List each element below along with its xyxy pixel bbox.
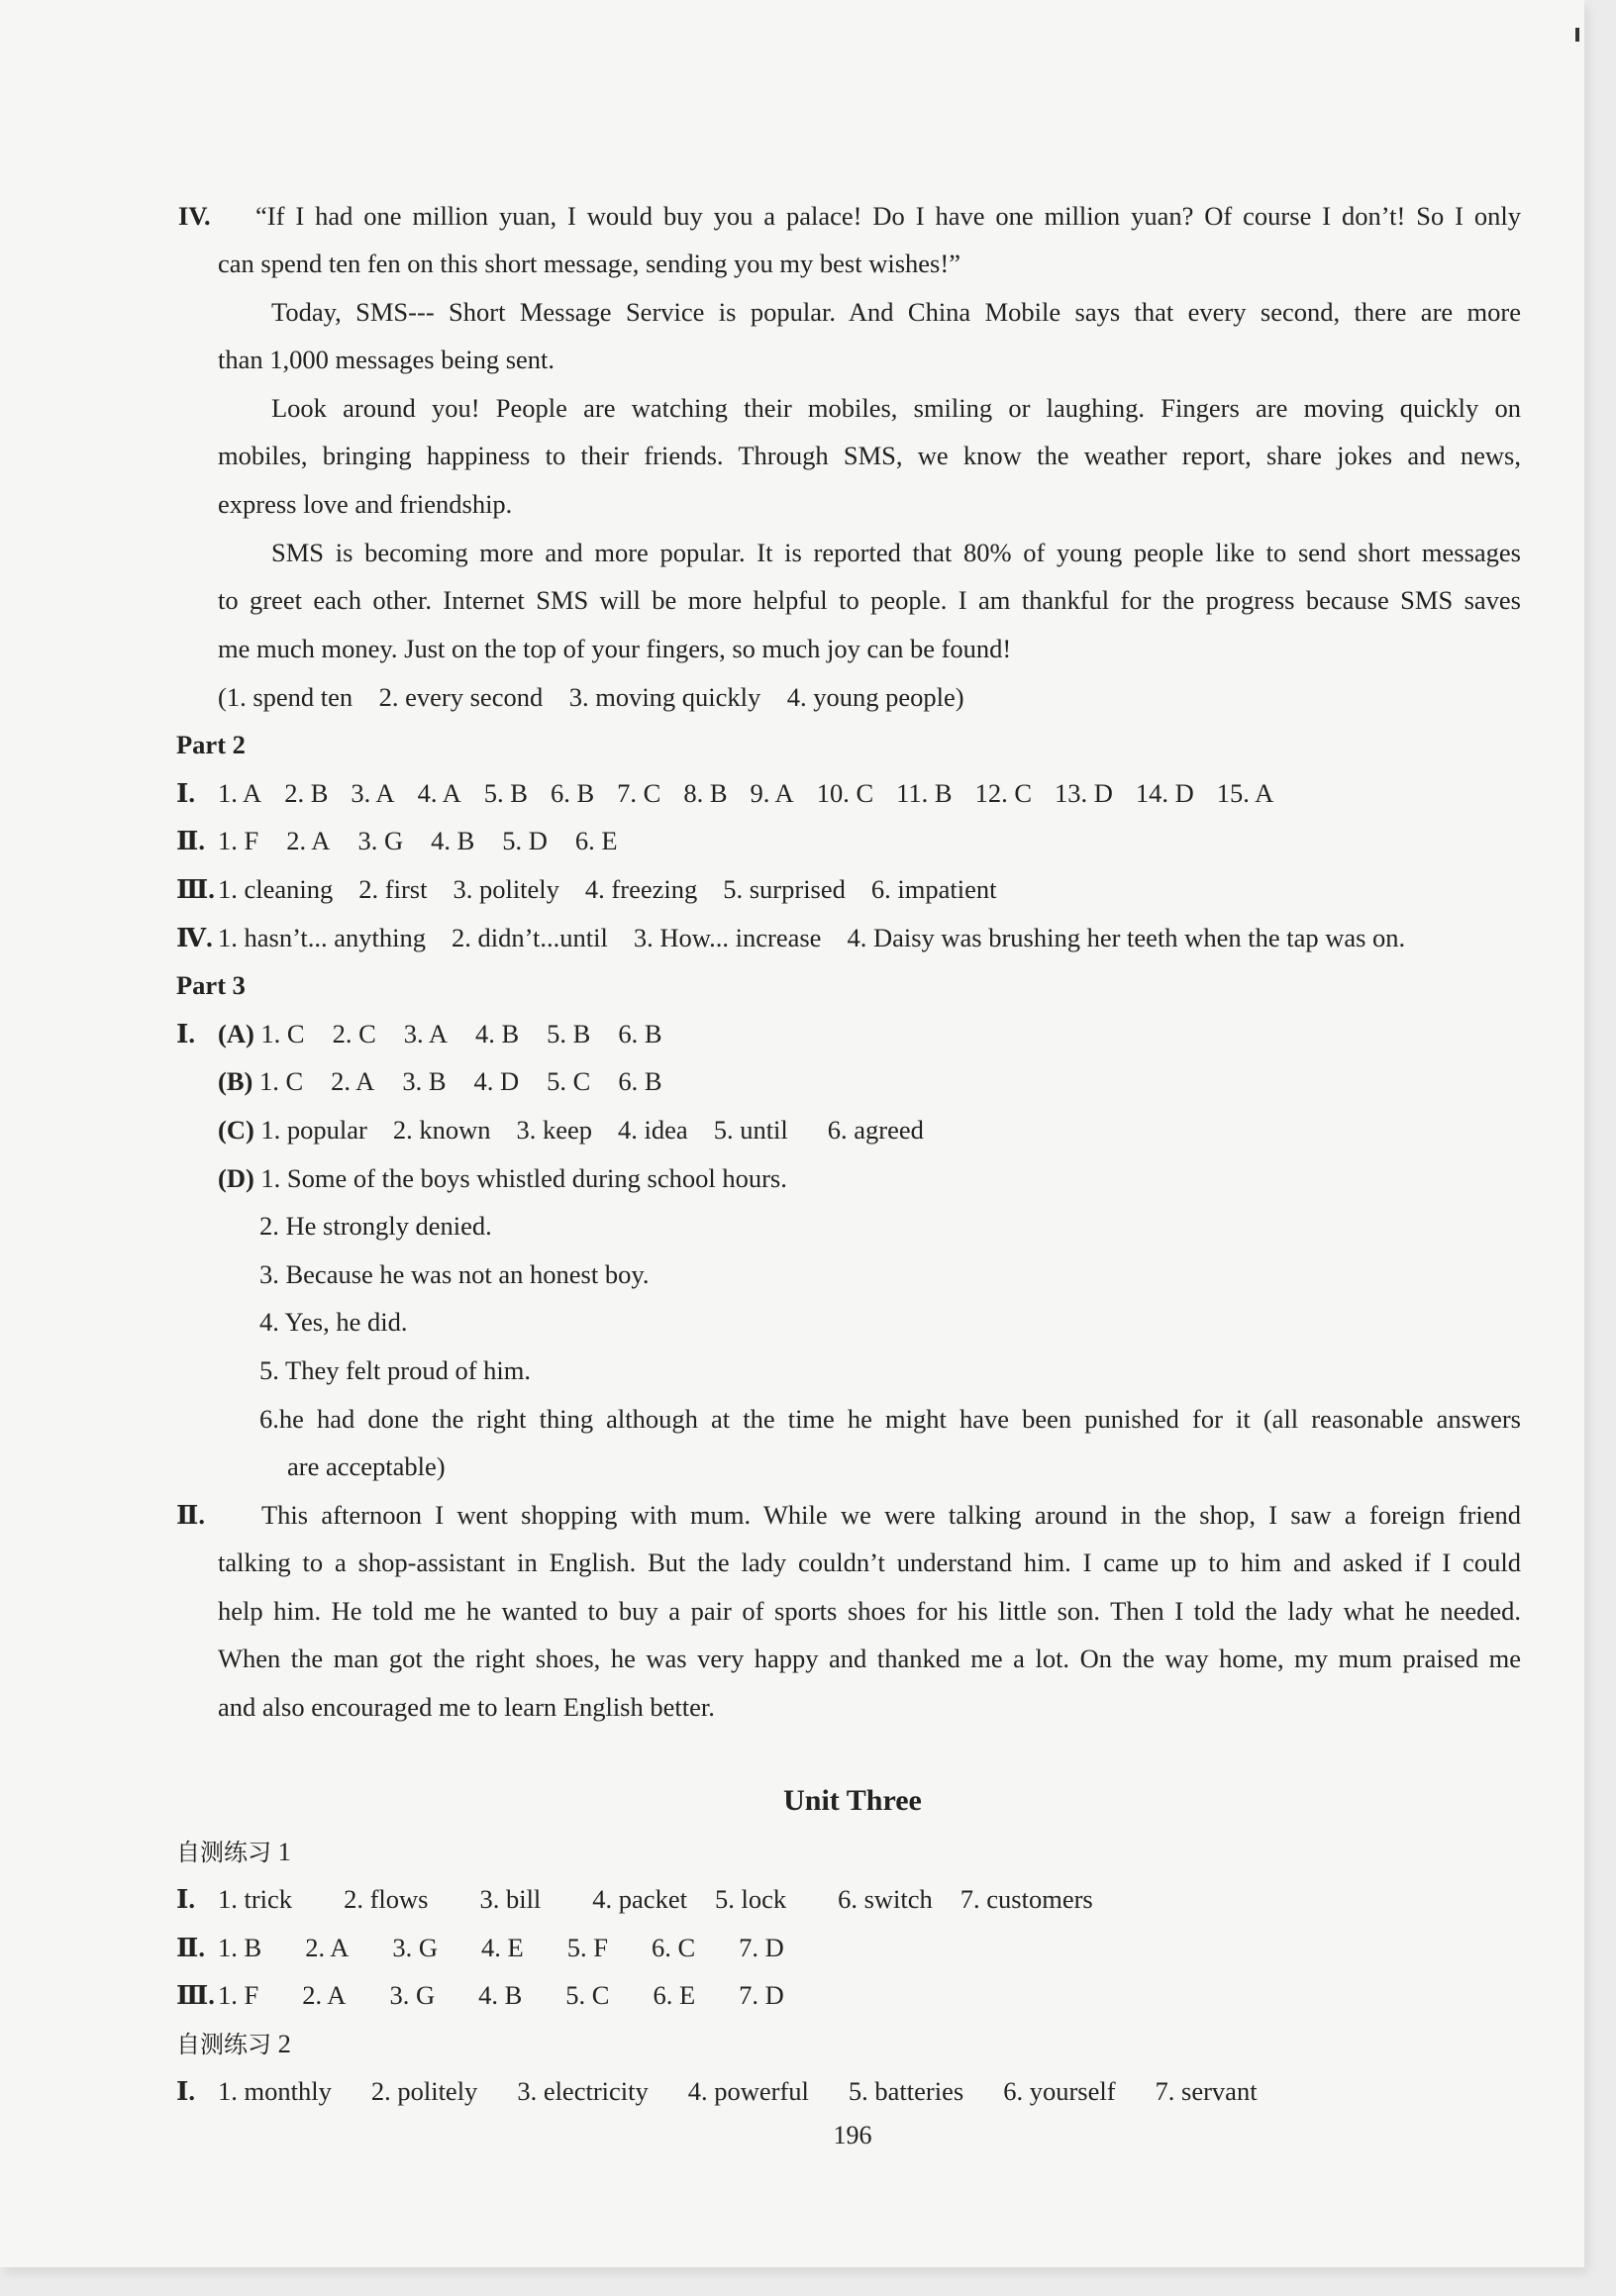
section-iv-p2-line1: Today, SMS--- Short Message Service is popular. And China Mobile says that every second, there are more: [271, 297, 1521, 327]
answer: 3. electricity: [517, 2076, 649, 2106]
part3-d-answer: 2. He strongly denied.: [259, 1211, 492, 1241]
answer: 4. E: [481, 1933, 524, 1962]
part2-row-4: [176, 920, 1405, 955]
answer: 4. B: [431, 826, 475, 855]
sub-label: (A): [218, 1019, 254, 1048]
answer: 11. B: [896, 778, 953, 808]
answer: 4. powerful: [687, 2076, 809, 2106]
answer: 3. How... increase: [633, 923, 822, 952]
answer: 1. hasn’t... anything: [218, 923, 427, 952]
answer: 6. C: [651, 1933, 696, 1962]
answer: 2. flows: [344, 1884, 429, 1914]
part2-row-3: [176, 871, 996, 907]
row-label: Ⅱ.: [176, 1933, 205, 1962]
answer: 3. politely: [453, 874, 559, 904]
ex1-row-2: [176, 1930, 784, 1965]
row-label: Ⅰ.: [176, 1884, 196, 1914]
answer: 6. impatient: [870, 874, 997, 904]
answer: 1. Some of the boys whistled during school hours.: [260, 1163, 787, 1193]
answer: 5. B: [547, 1019, 591, 1048]
answer: 4. idea: [618, 1115, 688, 1145]
answer: 3. G: [392, 1933, 439, 1962]
answer: 3. keep: [516, 1115, 593, 1145]
answer: 5. C: [565, 1980, 610, 2010]
answer: 7. D: [739, 1933, 784, 1962]
answer: 1. cleaning: [218, 874, 334, 904]
answer: 4. freezing: [584, 874, 698, 904]
part3-d-answer: 4. Yes, he did.: [259, 1307, 408, 1337]
answer: 4. Daisy was brushing her teeth when the tap was on.: [847, 923, 1406, 952]
answer: 7. C: [617, 778, 661, 808]
answer: 2. A: [286, 826, 331, 855]
answer: 5. B: [483, 778, 528, 808]
section-iv-p4-line2: to greet each other. Internet SMS will be more helpful to people. I am thankful for the progress because SMS saves: [218, 585, 1521, 615]
section-iv-p4-line3: me much money. Just on the top of your fingers, so much joy can be found!: [218, 634, 1012, 663]
part3-d-answer-6: 6.he had done the right thing although at the time he might have been punished for it (all reasonable answers: [259, 1404, 1521, 1434]
answer: 3. A: [351, 778, 395, 808]
answer: 2. B: [284, 778, 329, 808]
section-iv-p2-line2: than 1,000 messages being sent.: [218, 345, 556, 374]
answer: 6. E: [574, 826, 618, 855]
answer: 4. B: [474, 1019, 520, 1048]
answer: 5. F: [566, 1933, 608, 1962]
part2-heading: Part 2: [176, 730, 246, 759]
section-iv-p1-line2: can spend ten fen on this short message, sending you my best wishes!”: [218, 249, 960, 278]
part3-b-row: [218, 1063, 662, 1099]
part3-c-row: [218, 1112, 924, 1148]
answer: 6. E: [653, 1980, 696, 2010]
essay-line: When the man got the right shoes, he was very happy and thanked me a lot. On the way home, my mum praised me: [218, 1644, 1521, 1673]
answer: 3. G: [389, 1980, 436, 2010]
part3-d-answer: 3. Because he was not an honest boy.: [259, 1259, 650, 1289]
part2-row-2: [176, 823, 618, 858]
answer: 2. A: [302, 1980, 347, 2010]
row-label: Ⅰ.: [176, 778, 196, 808]
answer: 3. G: [357, 826, 404, 855]
answer: 12. C: [974, 778, 1033, 808]
answer: 15. A: [1216, 778, 1274, 808]
row-label: Ⅱ.: [176, 826, 205, 855]
essay-line: This afternoon I went shopping with mum. While we were talking around in the shop, I saw a foreign friend: [261, 1500, 1521, 1530]
ex2-row-1: [176, 2073, 1258, 2109]
row-label: Ⅲ.: [176, 874, 215, 904]
answer: 1. A: [218, 778, 262, 808]
section-iv-keys: (1. spend ten 2. every second 3. moving quickly 4. young people): [218, 682, 964, 712]
part3-d-answer-6-cont: are acceptable): [287, 1451, 446, 1481]
section-iv-p3-line2: mobiles, bringing happiness to their friends. Through SMS, we know the weather report, share jokes and news,: [218, 441, 1521, 470]
corner-mark: [1575, 28, 1579, 42]
row-label: Ⅲ.: [176, 1980, 215, 2010]
answer: 7. D: [739, 1980, 784, 2010]
unit-title: Unit Three: [783, 1784, 922, 1817]
answer: 3. A: [403, 1019, 448, 1048]
answer: 2. A: [331, 1066, 375, 1096]
ex1-heading: [176, 1834, 291, 1870]
sub-label: (C): [218, 1115, 254, 1145]
answer: 6. agreed: [827, 1115, 924, 1145]
section-iv-p3-line1: Look around you! People are watching their mobiles, smiling or laughing. Fingers are moving quickly on: [271, 393, 1521, 423]
essay-line: and also encouraged me to learn English better.: [218, 1692, 715, 1722]
answer: 2. first: [358, 874, 428, 904]
answer: 1. popular: [260, 1115, 367, 1145]
answer: 6. B: [618, 1066, 662, 1096]
answer: 1. B: [218, 1933, 262, 1962]
answer: 5. C: [547, 1066, 591, 1096]
answer: 1. trick: [218, 1884, 293, 1914]
page-number: 196: [833, 2121, 872, 2149]
answer: 2. politely: [370, 2076, 478, 2106]
answer: 5. lock: [714, 1884, 787, 1914]
answer: 4. D: [473, 1066, 520, 1096]
answer: 6. yourself: [1003, 2076, 1116, 2106]
part3-heading: Part 3: [176, 970, 246, 1000]
sub-label: (B): [218, 1066, 253, 1096]
answer: 9. A: [750, 778, 794, 808]
answer: 4. A: [417, 778, 461, 808]
answer: 10. C: [816, 778, 874, 808]
answer: 13. D: [1055, 778, 1113, 808]
answer: 1. C: [260, 1019, 305, 1048]
row-label: Ⅰ.: [176, 2076, 196, 2106]
ex1-row-3: [176, 1977, 784, 2013]
section-iv-p1-line1: “If I had one million yuan, I would buy you a palace! Do I have one million yuan? Of course I don’t! So I only: [255, 201, 1521, 231]
answer: 2. A: [305, 1933, 350, 1962]
answer: 6. B: [618, 1019, 662, 1048]
essay-line: talking to a shop-assistant in English. But the lady couldn’t understand him. I came up to him and asked if I could: [218, 1547, 1521, 1577]
answer: 5. surprised: [723, 874, 846, 904]
answer: 5. D: [502, 826, 548, 855]
answer: 2. C: [332, 1019, 376, 1048]
section-iv-p4-line1: SMS is becoming more and more popular. It is reported that 80% of young people like to send short messages: [271, 538, 1521, 567]
answer: 6. switch: [838, 1884, 933, 1914]
answer: 4. B: [478, 1980, 523, 2010]
heading-text: 自测练习: [176, 2031, 271, 2058]
heading-number: 2: [277, 2029, 291, 2058]
part3-d-row: [218, 1160, 787, 1196]
heading-text: 自测练习: [176, 1839, 271, 1866]
essay-line: help him. He told me he wanted to buy a pair of sports shoes for his little son. Then I told the lady what he needed.: [218, 1596, 1521, 1626]
part3-d-answer: 5. They felt proud of him.: [259, 1355, 532, 1385]
sub-label: (D): [218, 1163, 254, 1193]
answer: 6. B: [550, 778, 595, 808]
answer: 1. F: [218, 1980, 259, 2010]
answer: 8. B: [683, 778, 728, 808]
ex1-row-1: [176, 1881, 1093, 1917]
answer: 14. D: [1135, 778, 1194, 808]
section-iv-label: IV.: [178, 201, 211, 231]
answer: 4. packet: [592, 1884, 687, 1914]
answer: 3. B: [402, 1066, 447, 1096]
answer: 1. F: [218, 826, 259, 855]
answer: 1. monthly: [218, 2076, 332, 2106]
row-label: Ⅰ.: [176, 1019, 196, 1048]
section-iv-p3-line3: express love and friendship.: [218, 489, 513, 519]
part2-row-1: [176, 775, 1273, 811]
answer: 2. didn’t...until: [452, 923, 608, 952]
answer: 3. bill: [479, 1884, 542, 1914]
row-label: Ⅳ.: [176, 923, 213, 952]
part3-a-row: [176, 1016, 662, 1051]
answer: 7. servant: [1155, 2076, 1258, 2106]
answer: 1. C: [258, 1066, 304, 1096]
answer: 5. until: [713, 1115, 788, 1145]
answer: 2. known: [392, 1115, 491, 1145]
answer: 5. batteries: [848, 2076, 964, 2106]
answer: 7. customers: [960, 1884, 1093, 1914]
heading-number: 1: [277, 1837, 291, 1866]
part3-ii-label: Ⅱ.: [176, 1500, 205, 1530]
ex2-heading: [176, 2026, 291, 2062]
